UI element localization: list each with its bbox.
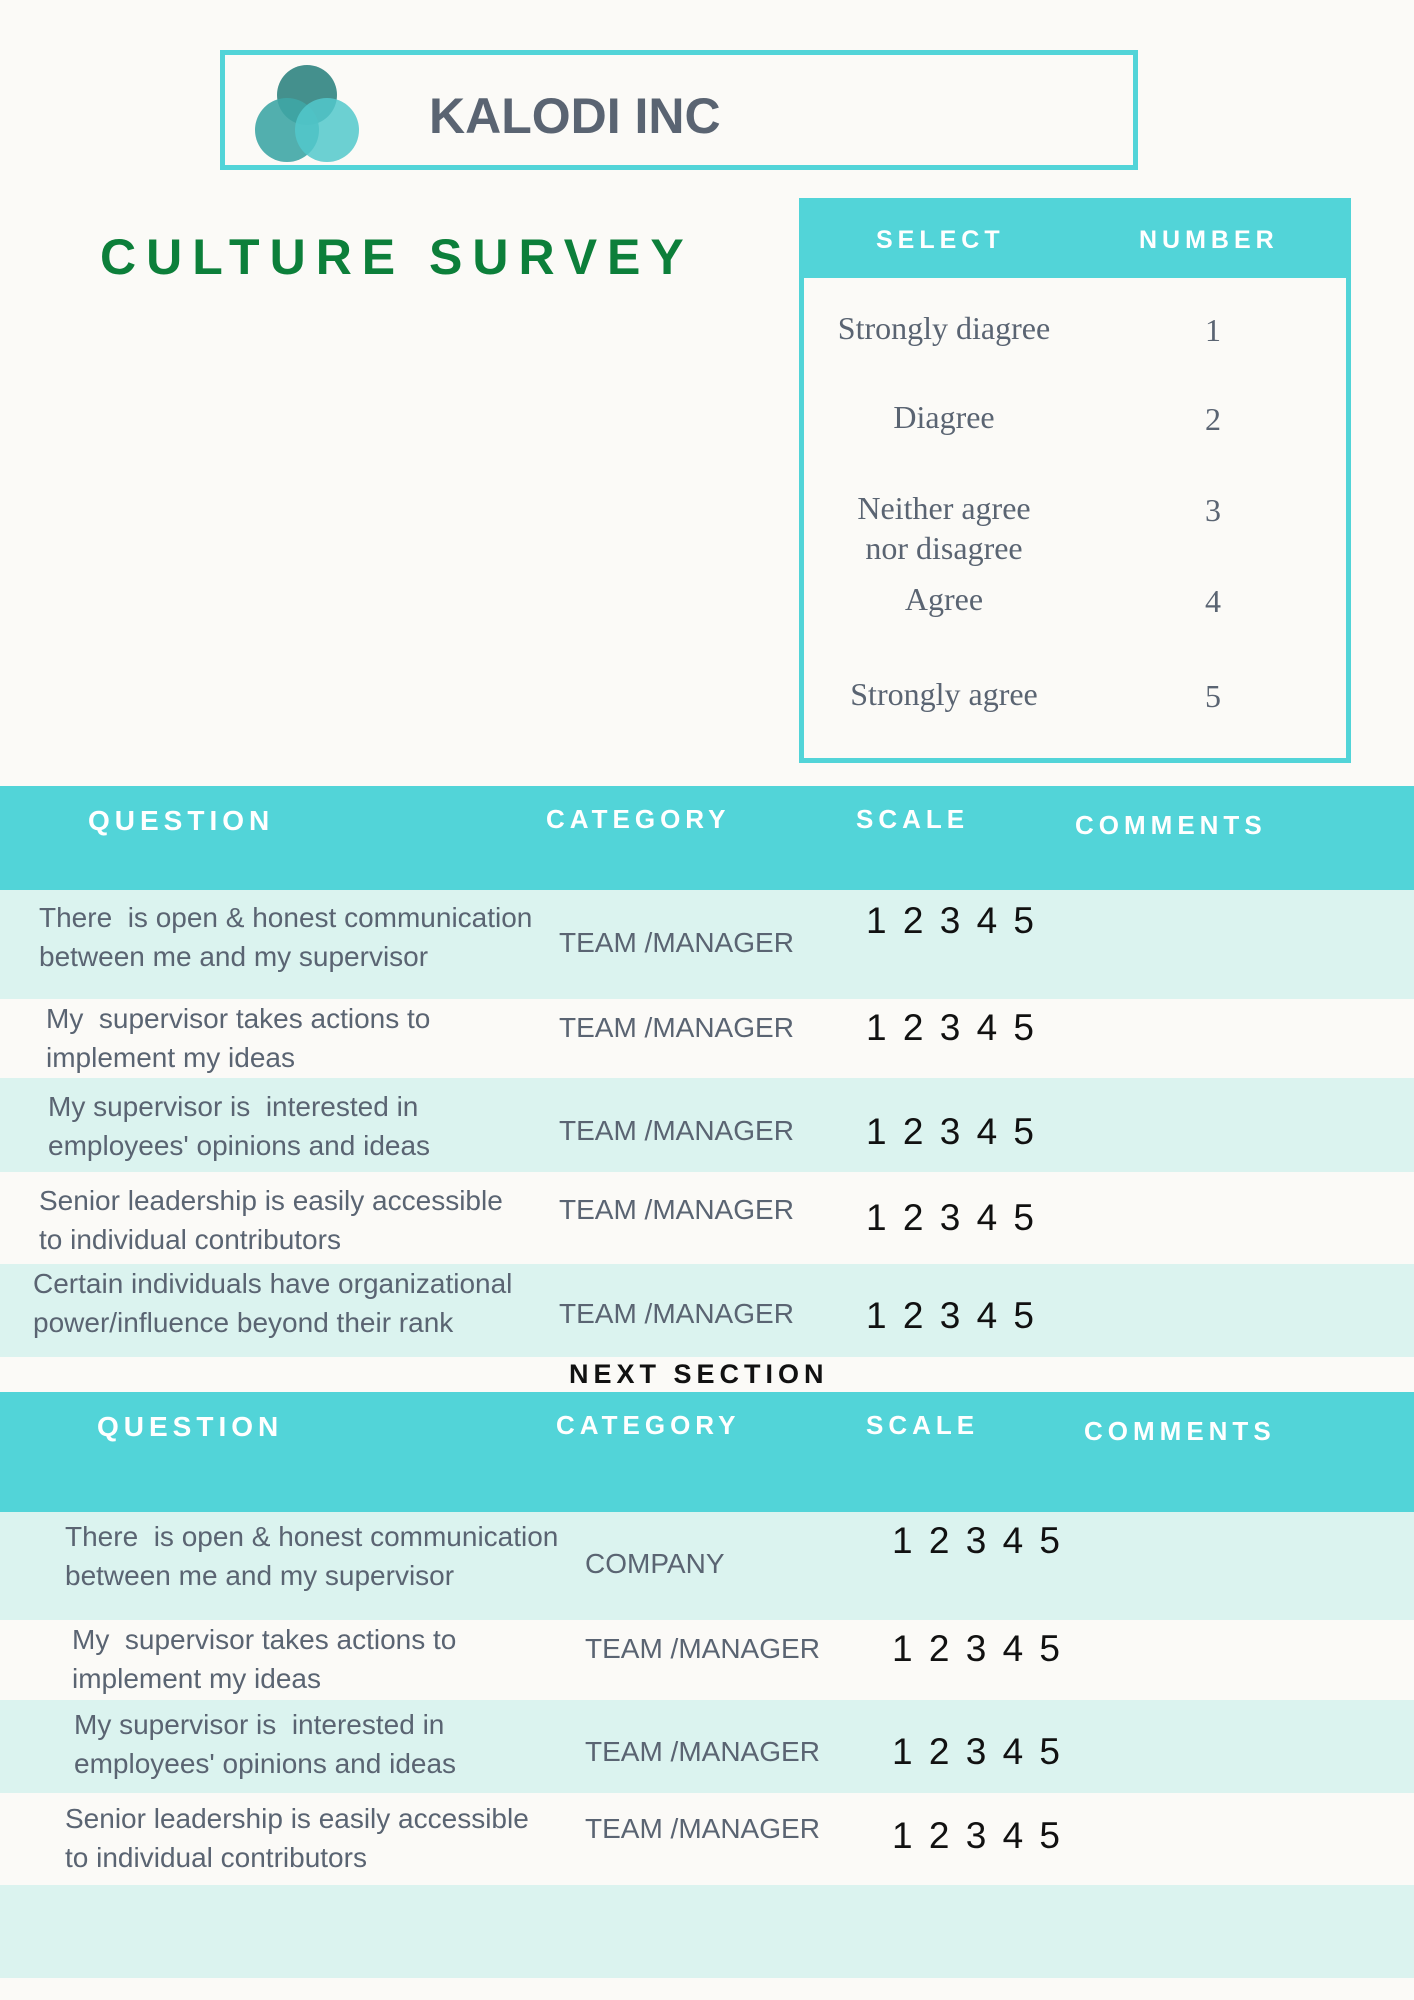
legend-number-1: 1: [1205, 312, 1221, 348]
legend-number-5: 5: [1205, 678, 1221, 714]
scale-legend: [799, 198, 1351, 763]
question-text: My supervisor is interested in employees' opinions and ideas: [74, 1709, 457, 1779]
company-logo: [252, 65, 372, 165]
scale-options[interactable]: 1 2 3 4 5: [866, 1295, 1038, 1336]
category-text: TEAM /MANAGER: [559, 1012, 794, 1043]
table-row: [0, 1793, 1414, 1885]
section1-header: [0, 786, 1414, 890]
question-text: My supervisor is interested in employees' opinions and ideas: [48, 1091, 431, 1161]
category-text: TEAM /MANAGER: [559, 1298, 794, 1329]
table-row: [0, 890, 1414, 999]
legend-col-select: SELECT: [876, 226, 1005, 254]
legend-label-1: Strongly diagree: [837, 310, 1051, 346]
scale-options[interactable]: 1 2 3 4 5: [892, 1731, 1064, 1772]
table-row: [0, 1512, 1414, 1620]
section2-header-comments: COMMENTS: [1084, 1416, 1276, 1446]
next-section-label: NEXT SECTION: [569, 1359, 829, 1389]
company-name: KALODI INC: [429, 88, 721, 144]
question-text: My supervisor takes actions to implement my ideas: [72, 1624, 457, 1694]
category-text: TEAM /MANAGER: [559, 927, 794, 958]
table-row: [0, 1078, 1414, 1172]
section2-header-question: QUESTION: [97, 1411, 284, 1442]
section1-header-scale: SCALE: [856, 804, 970, 834]
question-text: There is open & honest communication between me and my supervisor: [65, 1521, 559, 1591]
table-row: [0, 1264, 1414, 1357]
legend-label-5: Strongly agree: [850, 676, 1038, 712]
section1-header-category: CATEGORY: [546, 804, 731, 834]
table-row: [0, 999, 1414, 1078]
legend-number-3: 3: [1205, 492, 1221, 528]
scale-options[interactable]: 1 2 3 4 5: [866, 1197, 1038, 1238]
section2-header-scale: SCALE: [866, 1410, 980, 1440]
survey-title: CULTURE SURVEY: [100, 229, 694, 285]
company-header-box: [220, 50, 1138, 170]
legend-label-3: Neither agree nor disagree: [857, 490, 1031, 566]
scale-options[interactable]: 1 2 3 4 5: [866, 1111, 1038, 1152]
section1-header-comments: COMMENTS: [1075, 810, 1267, 840]
section1-header-question: QUESTION: [88, 805, 275, 836]
category-text: TEAM /MANAGER: [585, 1813, 820, 1844]
legend-number-2: 2: [1205, 401, 1221, 437]
category-text: TEAM /MANAGER: [585, 1633, 820, 1664]
category-text: TEAM /MANAGER: [559, 1194, 794, 1225]
question-text: Certain individuals have organizational power/influence beyond their rank: [33, 1268, 513, 1338]
legend-number-4: 4: [1205, 583, 1221, 619]
legend-label-4: Agree: [904, 581, 984, 617]
scale-options[interactable]: 1 2 3 4 5: [892, 1628, 1064, 1669]
category-text: TEAM /MANAGER: [585, 1736, 820, 1767]
legend-col-number: NUMBER: [1139, 226, 1279, 254]
table-row: [0, 1620, 1414, 1700]
legend-label-2: Diagree: [893, 399, 995, 435]
section2-header-category: CATEGORY: [556, 1410, 741, 1440]
question-text: My supervisor takes actions to implement my ideas: [46, 1003, 431, 1073]
category-text: TEAM /MANAGER: [559, 1115, 794, 1146]
legend-header: [799, 198, 1351, 278]
scale-options[interactable]: 1 2 3 4 5: [892, 1815, 1064, 1856]
scale-options[interactable]: 1 2 3 4 5: [866, 900, 1038, 941]
section2-header: [0, 1392, 1414, 1512]
table-row: [0, 1172, 1414, 1264]
category-text: COMPANY: [585, 1548, 725, 1579]
empty-table-row: [0, 1885, 1414, 1978]
question-text: Senior leadership is easily accessible to individual contributors: [39, 1185, 503, 1255]
scale-options[interactable]: 1 2 3 4 5: [866, 1007, 1038, 1048]
scale-options[interactable]: 1 2 3 4 5: [892, 1520, 1064, 1561]
table-row: [0, 1700, 1414, 1793]
question-text: There is open & honest communication between me and my supervisor: [39, 902, 533, 972]
question-text: Senior leadership is easily accessible to individual contributors: [65, 1803, 529, 1873]
